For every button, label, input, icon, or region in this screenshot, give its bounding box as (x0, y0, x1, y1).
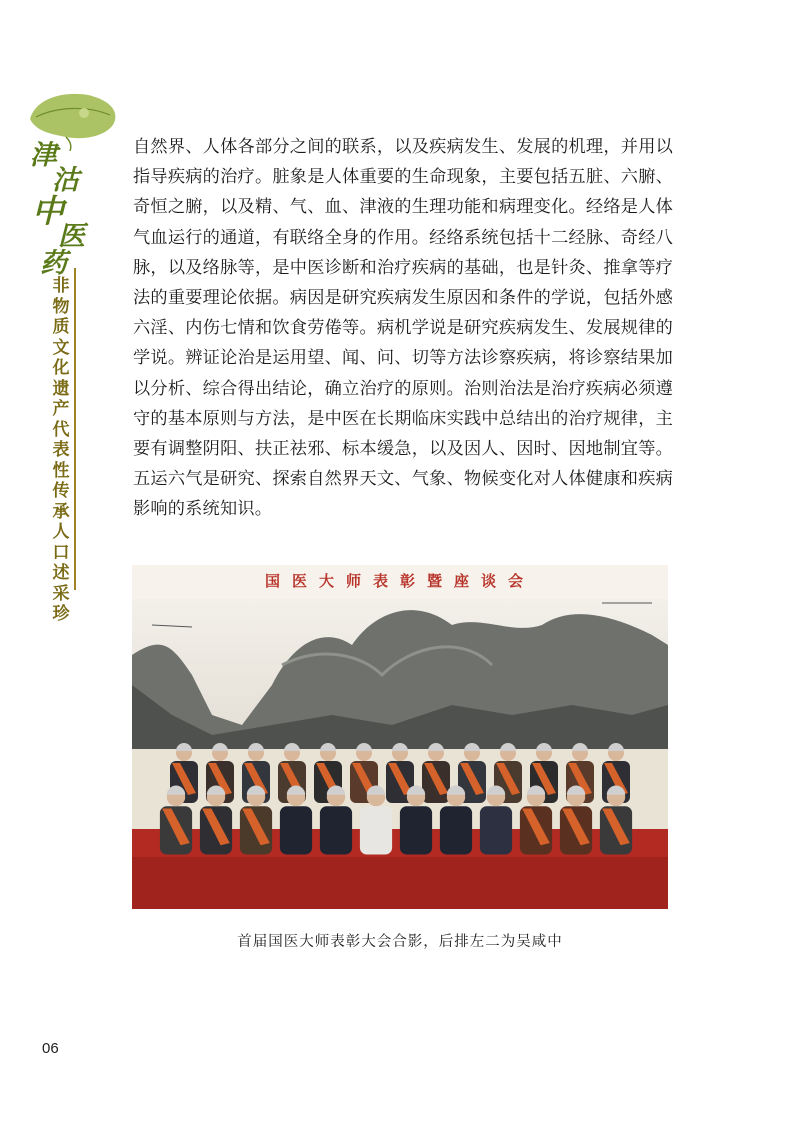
person-figure (422, 743, 450, 803)
brand-char: 医 (58, 221, 85, 252)
body-paragraph: 自然界、人体各部分之间的联系，以及疾病发生、发展的机理，并用以指导疾病的治疗。脏象是人体重要的生命现象，主要包括五脏、六腑、奇恒之腑，以及精、气、血、津液的生理功能和病理变化。经络是人体气血运行的通道，有联络全身的作用。经络系统包括十二经脉、奇经八脉，以及络脉等，是中医诊断和治疗疾病的基础，也是针灸、推拿等疗法的重要理论依据。病因是研究疾病发生原因和条件的学说，包括外感六淫、内伤七情和饮食劳倦等。病机学说是研究疾病发生、发展规律的学说。辨证论治是运用望、闻、问、切等方法诊察疾病，将诊察结果加以分析、综合得出结论，确立治疗的原则。治则治法是治疗疾病必须遵守的基本原则与方法，是中医在长期临床实践中总结出的治疗规律，主要有调整阴阳、扶正祛邪、标本缓急，以及因人、因时、因地制宜等。五运六气是研究、探索自然界天文、气象、物候变化对人体健康和疾病影响的系统知识。 (133, 137, 673, 520)
sidebar-divider (74, 268, 76, 590)
brand-char: 津 (30, 140, 57, 171)
brand-char: 药 (40, 248, 67, 279)
series-subtitle: 非物质文化遗产代表性传承人口述采珍 (52, 276, 70, 624)
brand-char: 中 (32, 192, 65, 230)
brand-char: 沽 (52, 165, 79, 196)
photo-caption: 首届国医大师表彰大会合影，后排左二为吴咸中 (237, 934, 563, 950)
page-number: 06 (42, 1040, 59, 1057)
photo-banner: 国医大师表彰暨座谈会 (264, 572, 535, 590)
group-photo (132, 565, 668, 909)
people-group (132, 565, 668, 909)
brand-title (30, 140, 96, 279)
